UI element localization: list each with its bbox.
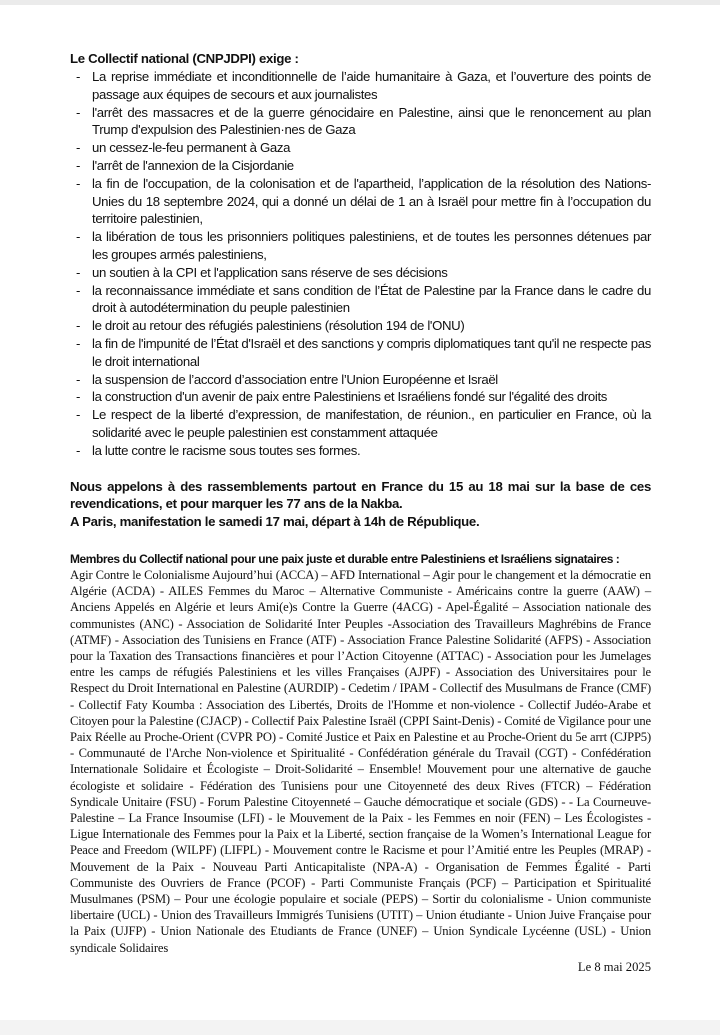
call-to-action-rallies: Nous appelons à des rassemblements partout en France du 15 au 18 mai sur la base de ces revendications, et pour marquer les 77 ans de la Nakba. xyxy=(70,478,651,512)
viewer-top-strip xyxy=(0,0,720,5)
bullet-dash: - xyxy=(76,264,81,280)
demand-item: - la construction d'un avenir de paix entre Palestiniens et Israéliens fondé sur l'égalité des droits xyxy=(76,389,608,405)
bullet-dash: - xyxy=(76,140,81,156)
demand-item: - Le respect de la liberté d’expression, de manifestation, de réunion., en particulier en France, où la solidarité avec le peuple palestinien est constamment attaquée xyxy=(76,407,651,440)
demand-item: - La reprise immédiate et inconditionnelle de l’aide humanitaire à Gaza, et l’ouverture des points de passage aux équipes de secours et aux journalistes xyxy=(76,69,651,102)
bullet-dash: - xyxy=(76,229,81,245)
bullet-dash: - xyxy=(76,442,81,458)
document-page xyxy=(70,50,651,975)
bullet-dash: - xyxy=(76,371,81,387)
viewer-bottom-strip xyxy=(0,1020,720,1035)
bullet-dash: - xyxy=(76,175,81,191)
bullet-dash: - xyxy=(76,318,81,334)
members-list: Agir Contre le Colonialisme Aujourd’hui (ACCA) – AFD International – Agir pour le changement et la démocratie en Algérie (ACDA) - AILES Femmes du Maroc – Alternative Communiste - Américains contre la guerre (AAW) – Anciens Appelés en Algérie et leurs Ami(e)s Contre la Guerre (4ACG) - Apel-Égalité – Association nationale des communistes (ANC) - Association de Solidarité Inter Peuples -Association des Travailleurs Maghrébins de France (ATMF) - Association des Tunisiens en France (ATF) - Association France Palestine Solidarité (AFPS) - Association pour la Taxation des Transactions financières et pour l’Action Citoyenne (ATTAC) - Association pour les Jumelages entre les camps de réfugiés Palestiniens et les villes Françaises (AJPF) - Association des Universitaires pour le Respect du Droit International en Palestine (AURDIP) - Cedetim / IPAM - Collectif des Musulmans de France (CMF) - Collectif Faty Koumba : Association des Libertés, Droits de l'Homme et non-violence - Collectif Judéo-Arabe et Citoyen pour la Palestine (CJACP) - Collectif Paix Palestine Israël (CPPI Saint-Denis) - Comité de Vigilance pour une Paix Réelle au Proche-Orient (CVPR PO) - Comité Justice et Paix en Palestine et au Proche-Orient du 5e arrt (CJPP5) - Communauté de l'Arche Non-violence et Spiritualité - Confédération générale du Travail (CGT) - Confédération Internationale Solidaire et Écologiste – Droit-Solidarité – Ensemble! Mouvement pour une alternative de gauche écologiste et solidaire - Fédération des Tunisiens pour une Citoyenneté des deux Rives (FTCR) – Fédération Syndicale Unitaire (FSU) - Forum Palestine Citoyenneté – Gauche démocratique et sociale (GDS) - - La Courneuve-Palestine – La France Insoumise (LFI) - le Mouvement de la Paix - les Femmes en noir (FEN) – Les Écologistes - Ligue Internationale des Femmes pour la Paix et la Liberté, section française de la Women’s International League for Peace and Freedom (WILPF) (LIFPL) - Mouvement contre le Racisme et pour l’Amitié entre les Peuples (MRAP) - Mouvement de la Paix - Nouveau Parti Anticapitaliste (NPA-A) - Organisation de Femmes Égalité - Parti Communiste des Ouvriers de France (PCOF) - Parti Communiste Français (PCF) – Participation et Spiritualité Musulmanes (PSM) – Pour une écologie populaire et sociale (PEPS) – Sortir du colonialisme - Union communiste libertaire (UCL) - Union des Travailleurs Immigrés Tunisiens (UTIT) – Union étudiante - Union Juive Française pour la Paix (UJFP) - Union Nationale des Etudiants de France (UNEF) – Union Syndicale Lycéenne (USL) - Union syndicale Solidaires xyxy=(70,567,651,955)
call-to-action xyxy=(70,478,651,531)
bullet-dash: - xyxy=(76,282,81,298)
demand-item: - la reconnaissance immédiate et sans condition de l’État de Palestine par la France dans le cadre du droit à autodétermination du peuple palestinien xyxy=(76,282,651,316)
document-date: Le 8 mai 2025 xyxy=(577,959,651,974)
bullet-dash: - xyxy=(76,104,81,120)
bullet-dash: - xyxy=(76,389,81,405)
demand-item: - la libération de tous les prisonniers politiques palestiniens, et de toutes les personnes détenues par les groupes armés palestiniens, xyxy=(76,229,651,262)
demand-item: - la suspension de l’accord d’association entre l’Union Européenne et Israël xyxy=(76,371,498,387)
bullet-dash: - xyxy=(76,335,81,351)
demand-item: - l'arrêt de l'annexion de la Cisjordanie xyxy=(76,157,294,173)
call-to-action-paris: A Paris, manifestation le samedi 17 mai, départ à 14h de République. xyxy=(70,514,480,530)
demand-item: - un cessez-le-feu permanent à Gaza xyxy=(76,140,291,156)
demand-item: - la lutte contre le racisme sous toutes ses formes. xyxy=(76,442,361,458)
demand-item: - la fin de l'impunité de l’État d'Israël et des sanctions y compris diplomatiques tant qu'il ne respecte pas le droit international xyxy=(76,335,651,369)
demands-heading: Le Collectif national (CNPJDPI) exige : xyxy=(70,51,299,66)
demand-item: - la fin de l'occupation, de la colonisation et de l'apartheid, l’application de la résolution des Nations-Unies du 18 septembre 2024, qui a donné un délai de 1 an à Israël pour mettre fin à l’occupation du territoire palestinien, xyxy=(76,175,651,227)
demand-item: - un soutien à la CPI et l'application sans réserve de ses décisions xyxy=(76,264,448,280)
members-heading: Membres du Collectif national pour une paix juste et durable entre Palestiniens et Israéliens signataires : xyxy=(70,551,620,566)
bullet-dash: - xyxy=(76,407,81,423)
demands-list xyxy=(70,68,651,460)
demand-item: - l'arrêt des massacres et de la guerre génocidaire en Palestine, ainsi que le renoncement au plan Trump d'expulsion des Palestinien·nes de Gaza xyxy=(76,104,651,138)
bullet-dash: - xyxy=(76,157,81,173)
demand-item: - le droit au retour des réfugiés palestiniens (résolution 194 de l'ONU) xyxy=(76,318,465,334)
bullet-dash: - xyxy=(76,69,81,84)
